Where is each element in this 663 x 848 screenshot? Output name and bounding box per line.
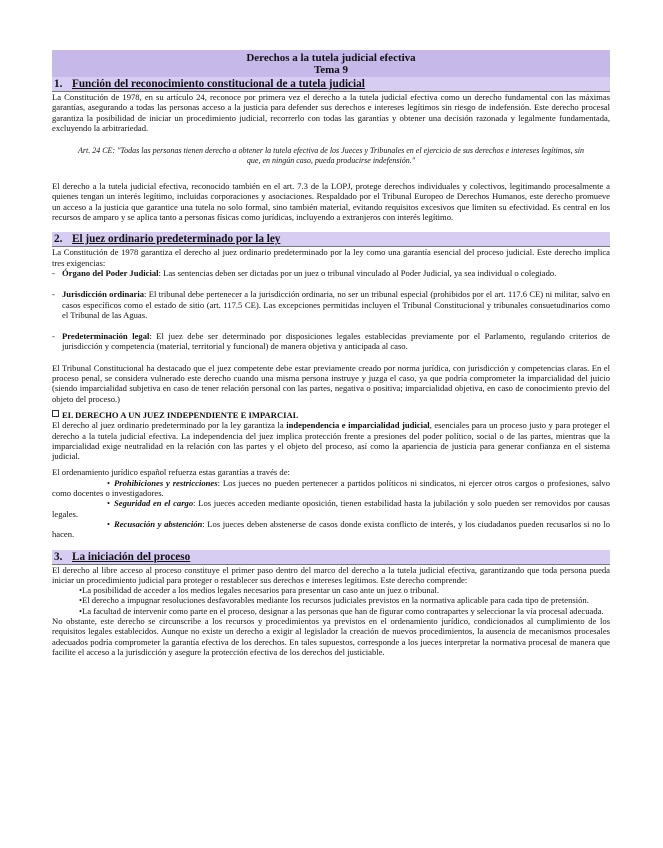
bullet-item xyxy=(52,585,610,595)
checkbox-bullet-icon xyxy=(52,410,59,417)
dash-marker: - xyxy=(52,331,55,342)
document-header xyxy=(52,50,610,77)
bullet-item xyxy=(52,498,610,519)
bullet-term: Recusación y abstención xyxy=(114,518,203,529)
section-3-heading xyxy=(52,550,610,565)
text-run: El derecho al juez ordinario predeterminado por la ley garantiza la xyxy=(52,420,287,431)
section-title: La iniciación del proceso xyxy=(72,550,191,563)
list-term: Jurisdicción ordinaria xyxy=(62,289,145,300)
dash-marker: - xyxy=(52,289,55,300)
bullet-marker: • xyxy=(78,585,82,596)
section-1-paragraph-1: La Constitución de 1978, en su artículo 24, reconoce por primera vez el derecho a la tutela judicial efectiva como un derecho fundamental con las máximas garantías, asegurando a todas las personas acceso a la justicia para defender sus derechos e intereses legítimos sin riesgo de indefensión. Este derecho procesal garantiza la posibilidad de iniciar un procedimiento judicial, recorrerlo con todas las garantías y obtener una decisión razonada y legalmente fundamentada, excluyendo la arbitrariedad. xyxy=(52,92,610,133)
list-text: : Las sentencias deben ser dictadas por un juez o tribunal vinculado al Poder Judicial, ya sea individual o colegiado. xyxy=(158,267,557,278)
list-item xyxy=(52,331,610,352)
bullet-item xyxy=(52,519,610,540)
subsection-title: EL DERECHO A UN JUEZ INDEPENDIENTE E IMPARCIAL xyxy=(62,409,299,420)
bullet-item xyxy=(52,606,610,616)
section-3-paragraph-1: El derecho al libre acceso al proceso constituye el primer paso dentro del marco del derecho a la tutela judicial efectiva, garantizando que toda persona pueda iniciar un procedimiento judicial para proteger o restablecer sus derechos e intereses legítimos. Este derecho comprende: xyxy=(52,564,610,585)
bullet-text: La posibilidad de acceder a los medios legales necesarios para presentar un caso ante un juez o tribunal. xyxy=(82,585,439,596)
bullet-text: La facultad de intervenir como parte en el proceso, designar a las personas que han de figurar como contrapartes y seleccionar la vía procesal adecuada. xyxy=(82,605,604,616)
document-title: Derechos a la tutela judicial efectiva xyxy=(246,52,416,64)
text-run: , esenciales para un proceso justo y para proteger el derecho a la tutela judicial efectiva. La independencia del juez implica protección frente a presiones del poder político, social o de las partes, mientras que la imparcialidad exige neutralidad en la relación con las partes y el objeto del proceso, así como la apariencia de justicia para generar confianza en el sistema judicial. xyxy=(52,420,611,462)
bullet-marker: • xyxy=(78,605,82,616)
list-term: Órgano del Poder Judicial xyxy=(62,267,159,278)
section-2-paragraph-3 xyxy=(52,420,610,461)
bullet-term: Prohibiciones y restricciones xyxy=(114,477,218,488)
bullet-marker: • xyxy=(106,518,110,529)
dash-marker: - xyxy=(52,267,55,278)
list-item xyxy=(52,289,610,320)
list-text: : El tribunal debe pertenecer a la jurisdicción ordinaria, no ser un tribunal especial (prohibidos por el art. 117.6 CE) ni militar, salvo en casos específicos como el estado de sitio (art. 117.5 CE). Las excepciones permitidas incluyen el Tribunal Constitucional y tribunales consuetudinarios como el Tribunal de las Aguas. xyxy=(62,289,610,320)
subsection-heading xyxy=(52,410,610,420)
section-number: 1. xyxy=(54,78,63,90)
document-subtitle: Tema 9 xyxy=(313,64,349,76)
bullet-marker: • xyxy=(106,498,110,509)
bullet-text: El derecho a impugnar resoluciones desfavorables mediante los recursos judiciales previstos en la normativa aplicable para cada tipo de pretensión. xyxy=(82,595,589,606)
section-2-paragraph-4: El ordenamiento jurídico español refuerza estas garantías a través de: xyxy=(52,467,290,478)
section-1-quote: Art. 24 CE: "Todas las personas tienen derecho a obtener la tutela efectiva de los Jueces y Tribunales en el ejercicio de sus derechos e intereses legítimos, sin que, en ningún caso, pueda producirse indefensión." xyxy=(77,146,584,166)
bullet-text: : Los jueces acceden mediante oposición, tienen estabilidad hasta la jubilación y solo pueden ser removidos por causas legales. xyxy=(52,498,610,519)
bullet-marker: • xyxy=(78,595,82,606)
bullet-text: : Los jueces deben abstenerse de casos donde exista conflicto de interés, y los ciudadanos pueden recusarlos si no lo hacen. xyxy=(52,518,611,540)
section-2-paragraph-1: La Constitución de 1978 garantiza el derecho al juez ordinario predeterminado por la ley como una garantía esencial del proceso judicial. Este derecho implica tres exigencias: xyxy=(52,247,610,268)
document-page xyxy=(52,50,610,657)
section-2-heading xyxy=(52,232,610,247)
bullet-text: : Los jueces no pueden pertenecer a partidos políticos ni sindicatos, ni ejercer otros cargos o profesiones, salvo como docentes o investigadores. xyxy=(52,477,610,499)
bullet-item xyxy=(52,478,610,499)
section-1-paragraph-2: El derecho a la tutela judicial efectiva, reconocido también en el art. 7.3 de la LOPJ, protege derechos individuales y colectivos, legitimando procesalmente a quienes tengan un interés legítimo, incluidas corporaciones y asociaciones. Respaldado por el Tribunal Europeo de Derechos Humanos, este derecho promueve un acceso a la justicia que garantice una tutela no solo formal, sino también material, evitando requisitos excesivos que limiten su efectividad. Es central en los recursos de amparo y se aplica tanto a personas físicas como jurídicas, incluyendo a extranjeros con interés legítimo. xyxy=(52,181,610,223)
list-item xyxy=(52,268,610,278)
section-title: El juez ordinario predeterminado por la ley xyxy=(72,233,281,246)
section-1-heading xyxy=(52,77,610,92)
text-emphasis: independencia e imparcialidad judicial xyxy=(286,420,430,431)
section-2-paragraph-2: El Tribunal Constitucional ha destacado que el juez competente debe estar previamente creado por norma jurídica, con jurisdicción y competencias claras. En el proceso penal, se considera vulnerado este derecho cuando una misma persona instruye y juzga el caso, ya que podría comprometer la imparcialidad del juicio (siendo imparcialidad subjetiva en caso de tener relación personal con las partes, negativa o positiva; imparcialidad objetiva, en caso de conocimiento previo del objeto del proceso.) xyxy=(52,362,610,404)
section-3-paragraph-2: No obstante, este derecho se circunscribe a los recursos y procedimientos ya previstos en el ordenamiento jurídico, condicionados al cumplimiento de los requisitos legales establecidos. Aunque no existe un derecho a exigir al legislador la creación de nuevos procedimientos, la ausencia de mecanismos procesales adecuados podría comprometer la garantía efectiva de los derechos. En tales supuestos, corresponde a los jueces interpretar la normativa procesal de manera que facilite el acceso a la jurisdicción y asegure la protección efectiva de los derechos del justiciable. xyxy=(52,615,610,657)
bullet-item xyxy=(52,595,610,605)
list-text: : El juez debe ser determinado por disposiciones legales establecidas previamente por el Parlamento, regulando criterios de jurisdicción y competencia (material, territorial y funcional) de manera objetiva y anticipada al caso. xyxy=(62,331,610,352)
section-number: 2. xyxy=(54,233,63,246)
bullet-marker: • xyxy=(106,477,110,488)
section-number: 3. xyxy=(54,550,63,563)
bullet-term: Seguridad en el cargo xyxy=(114,498,194,509)
section-title: Función del reconocimiento constitucional de a tutela judicial xyxy=(72,78,365,90)
list-term: Predeterminación legal xyxy=(62,331,150,342)
